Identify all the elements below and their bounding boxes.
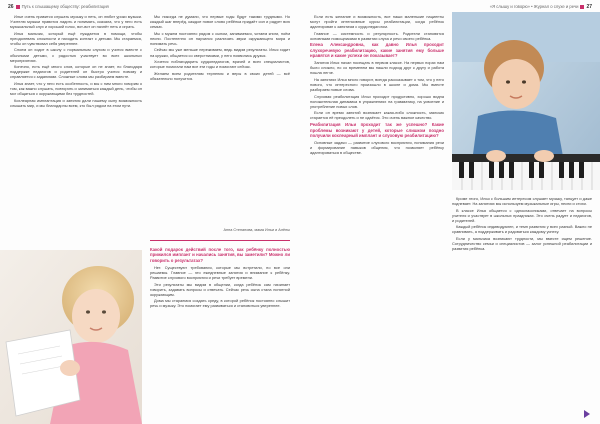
- paragraph: Кохлеарная имплантация и занятия дали нашему сыну возможность слышать мир, и мы благодарны всем, кто был рядом на этом пути.: [10, 97, 142, 108]
- paragraph: Кроме этого, Илья с большим интересом слушает музыку, танцует и даже подпевает. На занятиях мы используем музыкальные игры, песни и стихи.: [452, 196, 592, 207]
- left-page-number: 26: [8, 4, 14, 10]
- left-interview-section: [150, 246, 290, 420]
- paragraph: Илье очень нравится слушать музыку и петь, он любит уроки музыки. Учителю музыки нравится ладить и понимать, сказала, что у него есть музыкальный слух и хороший голос, вот-вот он начнёт петь и играть.: [10, 14, 142, 30]
- child-photo-left: [0, 250, 142, 424]
- paragraph: Сейчас мы уже меньше переживаем, ведь видим результаты. Илья ходит на кружки, общается со сверстниками, у него появились друзья.: [150, 47, 290, 58]
- accent-square: [16, 5, 20, 9]
- paragraph: Илья мальчик, который ещё нуждается в помощи, чтобы преодолевать сложности и находить контакт с детьми. Мы стараемся, чтобы он чувствовал себя увереннее.: [10, 30, 142, 46]
- next-page-arrow-icon[interactable]: [584, 410, 590, 418]
- accent-square: [580, 5, 584, 9]
- boy-playing-keyboard-illustration: [452, 12, 600, 190]
- child-with-paper-illustration: [0, 250, 142, 424]
- paragraph: Слоем он ходит в школу с нормальным слухом и учится вместе с обычными детьми, с радостью участвует во всех школьных мероприятиях.: [10, 47, 142, 63]
- paragraph: Если у мальчика возникают трудности, мы вместе ищем решение. Сотрудничество семьи и специалистов — залог успешной реабилитации и развития ребёнка.: [452, 236, 592, 252]
- paragraph: Если он время занятий возникает какая-либо сложность, мальчик старается её преодолеть и не сдаётся. Это очень важное качество.: [310, 110, 444, 121]
- paragraph: Нет. Существуют требования, которые мы встретили, но все они решаемы. Главное — это ежедневные занятия и внимание к ребёнку. Развитие слухового восприятия и речи требует времени.: [150, 264, 290, 280]
- right-column-1: [310, 14, 444, 418]
- left-column-1: [10, 14, 142, 248]
- right-running-head-text: «Я слышу и говорю» • Журнал о слухе и речи: [489, 4, 579, 9]
- piano-keys: [452, 162, 600, 190]
- question-heading: Реабилитация Ильи проходит так же успешно? Какие проблемы возникают у детей, которые слишком поздно получили кохлеарный имплант и слуховую реабилитацию?: [310, 122, 444, 138]
- paragraph: Занятия Илья начал посещать в первом классе. На первых порах нам было сложно, но со временем мы нашли подход друг к другу и работа пошла легче.: [310, 60, 444, 76]
- paragraph: На занятиях Илья много говорит, всегда рассказывает о том, что у него нового, что интересного произошло в школе и дома. Мы вместе разбираем новые слова.: [310, 76, 444, 93]
- paragraph: Илья знает, что у него есть особенность, и мы с ним много говорим о том, как важно слушать, повторять и заниматься каждый день, чтобы он мог общаться с окружающими без трудностей.: [10, 80, 142, 97]
- paragraph: Основные задачи — развитие слухового восприятия, понимания речи и формирование навыков общения, что позволяет ребёнку адаптироваться в обществе.: [310, 139, 444, 156]
- paragraph: Каждый ребёнок индивидуален, и темп развития у всех разный. Важно не сравнивать, а поддерживать и радоваться каждому успеху.: [452, 224, 592, 235]
- paragraph: Эти результаты мы видим в общении, когда ребёнок сам начинает говорить, задавать вопросы и отвечать. Сейчас речь сына стала понятной окружающим.: [150, 281, 290, 297]
- paragraph: Мы с мужем постоянно рядом с сыном, занимаемся, читаем книги, поём песни. Постепенно он научился различать звуки окружающего мира и понимать речь.: [150, 30, 290, 46]
- paragraph: Хочется поблагодарить сурдопедагогов, врачей и всех специалистов, которые помогали нам все эти годы и помогают сейчас.: [150, 59, 290, 70]
- paragraph: Слуховая реабилитация Ильи проходит продуктивно, хорошо видна положительная динамика в упражнениях на грамматику, на усвоение и употребление новых слов.: [310, 93, 444, 109]
- right-page: [300, 0, 600, 424]
- question-heading: Какой подарок действий после того, как ребёнку полностью прижился имплант и начались занятия, вы заметили? Можно ли говорить о результатах?: [150, 247, 290, 263]
- signature: Анна Степанова, мама Ильи и Алёны: [223, 228, 290, 232]
- paragraph: Если есть желание и возможность, все наши маленькие пациенты могут пройти интенсивные курсы реабилитации, когда ребёнок адаптирован к занятиям с сурдопедагогом.: [310, 14, 444, 30]
- question-heading: Елена Александровна, как давно Илья проходит слухоречевую реабилитацию, какие занятия ему больше нравятся и какие успехи он показывает?: [310, 42, 444, 59]
- paragraph: Конечно, есть ещё много слов, которые он не знает, но благодаря поддержке педагогов и родителей он быстро учится новому и справляется с заданиями. Сложные слова мы разбираем вместе.: [10, 64, 142, 80]
- right-column-2: [452, 196, 592, 376]
- paragraph: Дома мы стараемся создать среду, в которой ребёнок постоянно слышит речь и музыку. Это помогает ему развиваться и становиться увереннее.: [150, 298, 290, 309]
- right-running-head: [490, 4, 592, 12]
- paragraph: В классе Илья общается с одноклассниками, отвечает на вопросы учителя и участвует в школьных праздниках. Это очень радует и педагогов, и родителей.: [452, 207, 592, 223]
- paragraph: Мы никогда не думали, что первые годы будут такими трудными. Но каждый шаг вперёд, каждое новое слово ребёнка придаёт сил и радует всю семью.: [150, 14, 290, 30]
- left-running-head-text: Путь к слышащему обществу: реабилитация: [21, 4, 109, 9]
- section-divider: [150, 240, 290, 241]
- right-page-number: 27: [586, 4, 592, 10]
- paragraph: Главное — системность и регулярность. Родители становятся основными помощниками в развитии слуха и речи своего ребёнка.: [310, 30, 444, 41]
- paragraph: Желаем всем родителям терпения и веры в своих детей — всё обязательно получится.: [150, 70, 290, 81]
- left-running-head: [8, 4, 109, 12]
- left-column-2: [150, 14, 290, 224]
- boy-piano-photo: [452, 12, 600, 190]
